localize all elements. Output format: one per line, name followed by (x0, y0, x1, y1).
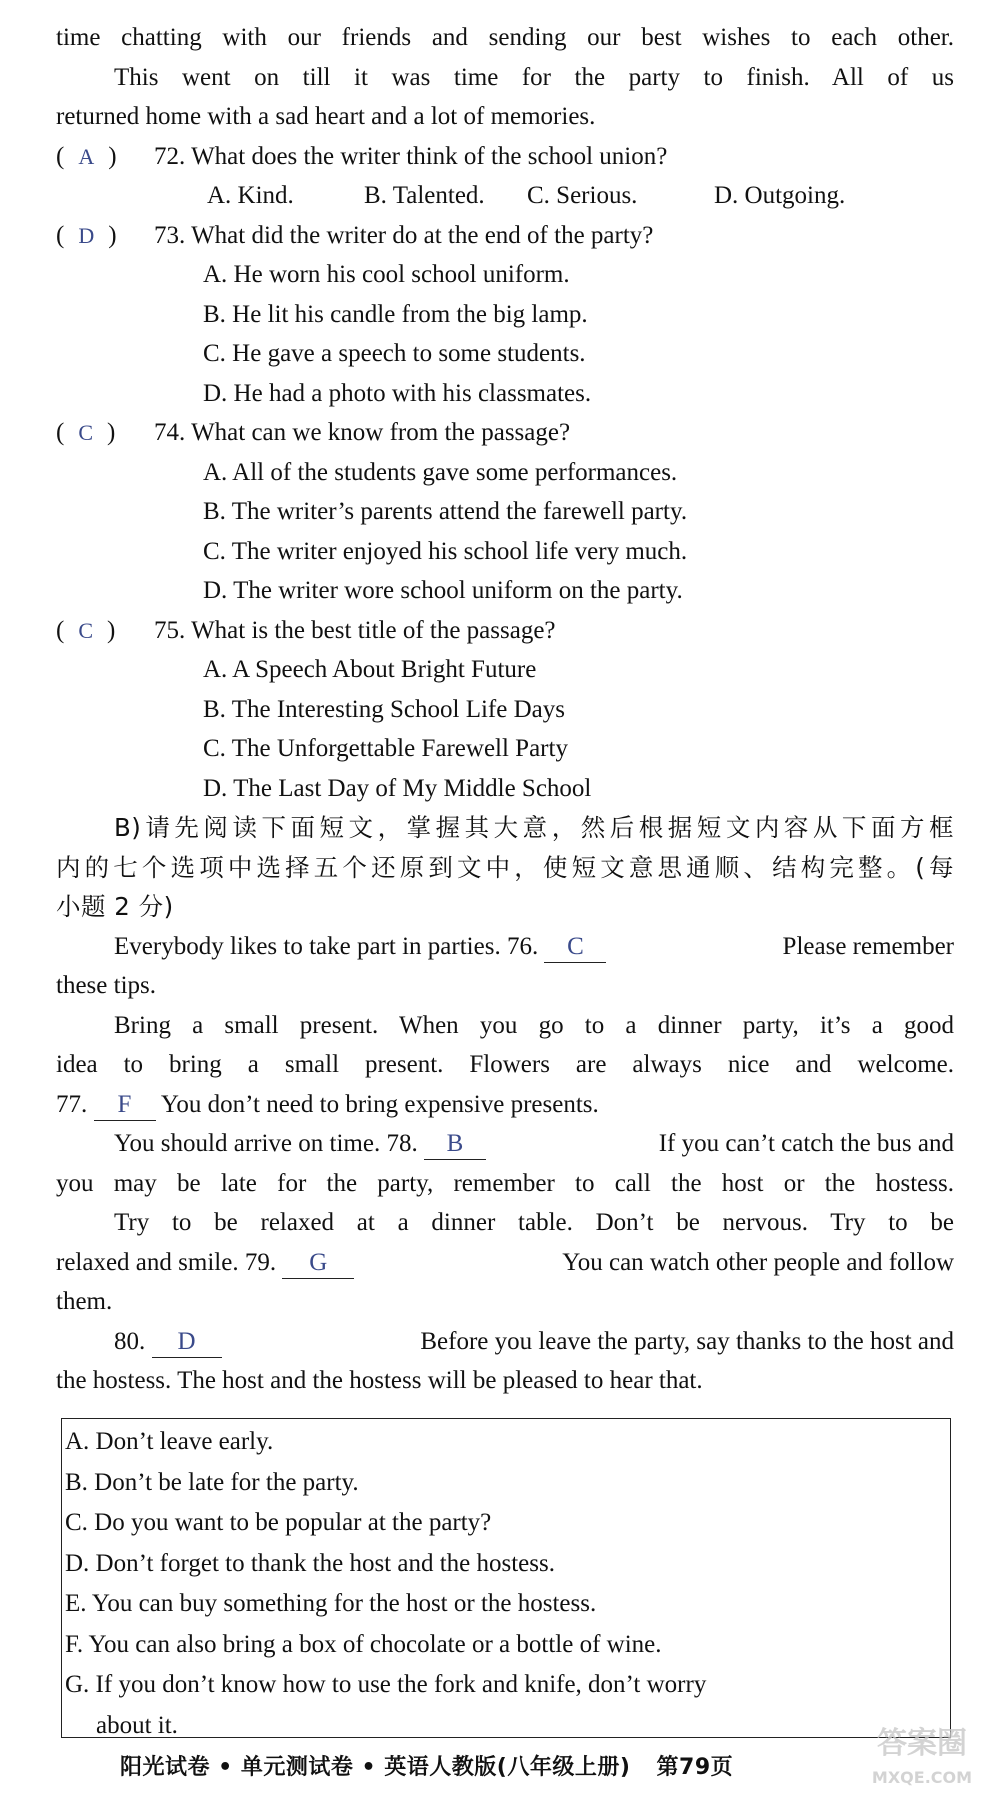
watermark-text: 答案圈 (877, 1726, 967, 1761)
passage-line: these tips. (56, 972, 156, 999)
box-option-g-continued: about it. (96, 1711, 178, 1739)
question-number: 75. (154, 616, 186, 644)
passage-line: returned home with a sad heart and a lot of memories. (56, 103, 596, 130)
passage-text: If you can’t catch the bus and (658, 1130, 954, 1157)
option-b: B. He lit his candle from the big lamp. (203, 300, 588, 328)
box-option-e: E. You can buy something for the host or the hostess. (65, 1590, 597, 1617)
box-option-f: F. You can also bring a box of chocolate or a bottle of wine. (65, 1630, 662, 1658)
passage-line (56, 1322, 954, 1362)
options-box (61, 1418, 951, 1738)
answer-blank-76: C (544, 932, 606, 963)
box-option-g: G. If you don’t know how to use the fork and knife, don’t worry (65, 1671, 707, 1698)
exam-page (56, 18, 954, 1401)
handwritten-answer: A (78, 143, 95, 169)
section-b-instruction: 小题 2 分) (56, 892, 174, 921)
passage-text: You should arrive on time. 78. (114, 1130, 418, 1157)
option-c: C. Serious. (527, 182, 638, 209)
box-option-d: D. Don’t forget to thank the host and the hostess. (65, 1549, 555, 1577)
passage-line: the hostess. The host and the hostess will be pleased to hear that. (56, 1367, 703, 1394)
question-73 (56, 216, 954, 256)
page-footer (120, 1750, 880, 1781)
box-option-b: B. Don’t be late for the party. (65, 1468, 359, 1496)
passage-line (56, 1243, 954, 1283)
passage-text: Before you leave the party, say thanks to the host and (420, 1327, 954, 1355)
question-number: 72. (154, 142, 186, 170)
handwritten-answer: C (78, 617, 94, 643)
passage-line (56, 1085, 954, 1125)
watermark-logo (862, 1722, 982, 1804)
watermark-url: MXQE.COM (871, 1768, 973, 1787)
page-number: 第79页 (656, 1755, 734, 1780)
option-a: A. Kind. (207, 182, 294, 209)
passage-line: idea to bring a small present. Flowers are always nice and welcome. (56, 1051, 954, 1078)
option-b: B. Talented. (364, 182, 485, 209)
question-75 (56, 611, 954, 651)
passage-text: relaxed and smile. 79. (56, 1248, 277, 1276)
question-number: 74. (154, 419, 186, 446)
passage-line (56, 927, 954, 967)
option-d: D. The Last Day of My Middle School (203, 774, 592, 802)
passage-line: time chatting with our friends and sending our best wishes to each other. (56, 24, 954, 51)
option-b: B. The writer’s parents attend the farewell party. (203, 498, 688, 525)
option-d: D. Outgoing. (714, 182, 846, 209)
passage-text: You can watch other people and follow (562, 1248, 954, 1276)
box-option-c: C. Do you want to be popular at the party? (65, 1509, 492, 1536)
answer-blank-78: B (424, 1129, 486, 1160)
option-a: A. He worn his cool school uniform. (203, 261, 570, 288)
question-text: What can we know from the passage? (191, 419, 571, 446)
question-text: What is the best title of the passage? (191, 616, 556, 644)
box-option-a: A. Don’t leave early. (65, 1428, 274, 1455)
handwritten-answer: D (78, 222, 95, 248)
section-b-instruction: 内的七个选项中选择五个还原到文中，使短文意思通顺、结构完整。(每 (56, 852, 954, 882)
passage-line (56, 1124, 954, 1164)
answer-blank-79: G (282, 1248, 354, 1279)
answer-bracket: ( C ) (56, 616, 116, 644)
option-d: D. The writer wore school uniform on the party. (203, 577, 683, 604)
option-a: A. All of the students gave some performances. (203, 458, 678, 486)
passage-text: Please remember (782, 932, 954, 960)
passage-text: 77. (56, 1090, 88, 1118)
question-74 (56, 413, 954, 453)
passage-line: Bring a small present. When you go to a dinner party, it’s a good (114, 1011, 954, 1039)
question-text: What did the writer do at the end of the party? (191, 221, 654, 249)
passage-text: You don’t need to bring expensive presents. (160, 1090, 599, 1118)
passage-line: Try to be relaxed at a dinner table. Don’t be nervous. Try to be (114, 1209, 954, 1236)
options-row (56, 176, 954, 216)
passage-text: 80. (114, 1327, 146, 1355)
option-c: C. He gave a speech to some students. (203, 340, 586, 367)
answer-blank-80: D (152, 1327, 222, 1358)
option-d: D. He had a photo with his classmates. (203, 379, 592, 407)
answer-blank-77: F (94, 1090, 156, 1121)
handwritten-answer: C (78, 420, 94, 445)
option-b: B. The Interesting School Life Days (203, 695, 565, 723)
answer-bracket: ( A ) (56, 142, 117, 170)
passage-line: them. (56, 1288, 113, 1315)
question-number: 73. (154, 221, 186, 249)
answer-bracket: ( C ) (56, 419, 116, 446)
passage-text: Everybody likes to take part in parties. 76. (114, 932, 539, 960)
answer-bracket: ( D ) (56, 221, 117, 249)
passage-line: This went on till it was time for the party to finish. All of us (114, 63, 954, 91)
option-a: A. A Speech About Bright Future (203, 656, 537, 683)
question-text: What does the writer think of the school union? (191, 142, 668, 170)
passage-line: you may be late for the party, remember to call the host or the hostess. (56, 1169, 954, 1197)
option-c: C. The Unforgettable Farewell Party (203, 735, 568, 762)
question-72 (56, 137, 954, 177)
section-b-instruction: B)请先阅读下面短文，掌握其大意，然后根据短文内容从下面方框 (114, 813, 954, 842)
footer-title: 阳光试卷 • 单元测试卷 • 英语人教版(八年级上册) (120, 1755, 631, 1780)
option-c: C. The writer enjoyed his school life very much. (203, 537, 688, 565)
